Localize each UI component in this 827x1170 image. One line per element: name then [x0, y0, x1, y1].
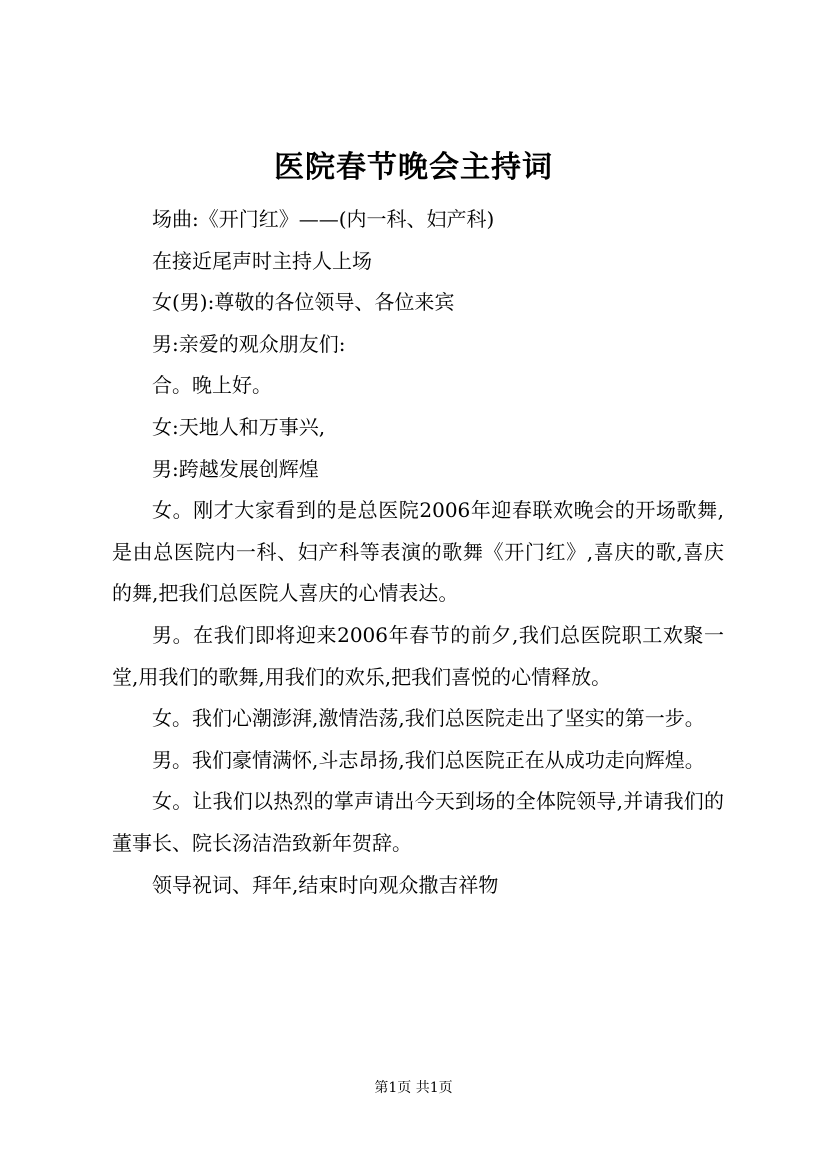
- paragraph: 女(男):尊敬的各位领导、各位来宾: [152, 290, 455, 315]
- paragraph: 女:天地人和万事兴,: [152, 414, 326, 439]
- paragraph: 女。刚才大家看到的是总医院2006年迎春联欢晚会的开场歌舞,是由总医院内一科、妇产科等表演的歌舞《开门红》,喜庆的歌,喜庆的舞,把我们总医院人喜庆的心情表达。: [112, 498, 724, 606]
- page-footer: 第1页 共1页: [374, 1080, 453, 1096]
- paragraph: 合。晚上好。: [152, 373, 272, 398]
- paragraph: 在接近尾声时主持人上场: [152, 248, 372, 273]
- document-title: 医院春节晚会主持词: [274, 150, 553, 185]
- paragraph: 女。我们心潮澎湃,激情浩荡,我们总医院走出了坚实的第一步。: [152, 706, 705, 731]
- paragraph: 男。我们豪情满怀,斗志昂扬,我们总医院正在从成功走向辉煌。: [152, 747, 705, 772]
- paragraph: 领导祝词、拜年,结束时向观众撒吉祥物: [152, 872, 499, 897]
- document-body: [112, 199, 724, 906]
- paragraph: 女。让我们以热烈的掌声请出今天到场的全体院领导,并请我们的董事长、院长汤洁浩致新年贺辞。: [112, 789, 724, 855]
- paragraph: 男:亲爱的观众朋友们:: [152, 331, 346, 356]
- paragraph: 场曲:《开门红》——(内一科、妇产科): [152, 207, 495, 231]
- paragraph: 男:跨越发展创辉煌: [152, 456, 319, 481]
- paragraph: 男。在我们即将迎来2006年春节的前夕,我们总医院职工欢聚一堂,用我们的歌舞,用我们的欢乐,把我们喜悦的心情释放。: [112, 622, 724, 689]
